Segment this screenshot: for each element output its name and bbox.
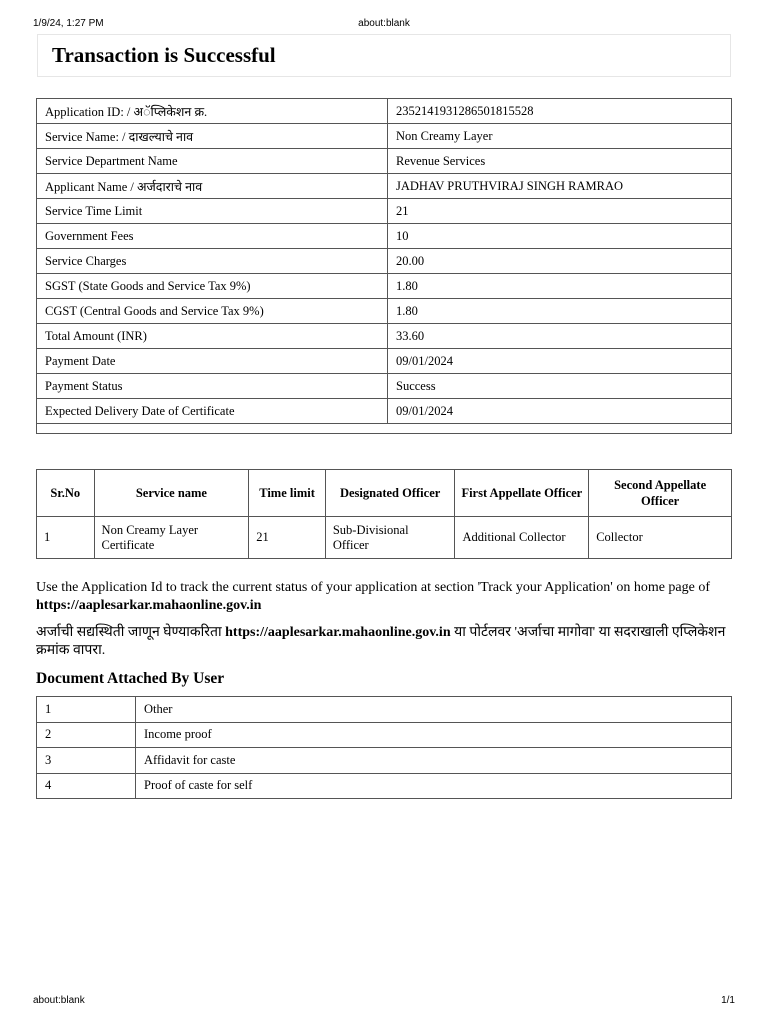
- page-title: Transaction is Successful: [52, 43, 276, 67]
- document-row: [37, 722, 732, 748]
- detail-row: [37, 224, 732, 249]
- detail-label: Service Time Limit: [37, 199, 388, 224]
- print-header: [33, 18, 735, 32]
- detail-value: Revenue Services: [388, 149, 732, 174]
- detail-label: Expected Delivery Date of Certificate: [37, 399, 388, 424]
- detail-row: [37, 299, 732, 324]
- tracking-info-text-mr-before: अर्जाची सद्यस्थिती जाणून घेण्याकरिता: [36, 625, 222, 640]
- detail-label: Government Fees: [37, 224, 388, 249]
- empty-cell: [37, 424, 732, 434]
- detail-row: [37, 349, 732, 374]
- footer-url: about:blank: [33, 995, 85, 1006]
- detail-row: [37, 274, 732, 299]
- detail-label: SGST (State Goods and Service Tax 9%): [37, 274, 388, 299]
- detail-value: 33.60: [388, 324, 732, 349]
- documents-heading: Document Attached By User: [36, 670, 225, 687]
- detail-value: 1.80: [388, 274, 732, 299]
- service-row: [37, 517, 732, 559]
- transaction-details-table: [36, 98, 732, 434]
- detail-value: 21: [388, 199, 732, 224]
- service-column-header: Service name: [94, 470, 249, 517]
- detail-value: Success: [388, 374, 732, 399]
- detail-value: 09/01/2024: [388, 349, 732, 374]
- detail-row: [37, 249, 732, 274]
- documents-table: [36, 696, 732, 799]
- document-sn: 2: [37, 722, 136, 748]
- service-cell: Sub-Divisional Officer: [325, 517, 455, 559]
- service-info-table: [36, 469, 732, 559]
- detail-value: 2352141931286501815528: [388, 99, 732, 124]
- document-sn: 1: [37, 697, 136, 723]
- service-column-header: First Appellate Officer: [455, 470, 589, 517]
- detail-row: [37, 324, 732, 349]
- print-footer: [33, 995, 735, 1009]
- service-cell: Additional Collector: [455, 517, 589, 559]
- tracking-info-english: [36, 579, 732, 615]
- tracking-info-text: Use the Application Id to track the current status of your application at section 'Track your Application' on home page of: [36, 580, 711, 595]
- tracking-info-marathi: [36, 624, 732, 660]
- detail-label: CGST (Central Goods and Service Tax 9%): [37, 299, 388, 324]
- detail-value: JADHAV PRUTHVIRAJ SINGH RAMRAO: [388, 174, 732, 199]
- detail-value: 20.00: [388, 249, 732, 274]
- detail-value: 1.80: [388, 299, 732, 324]
- service-column-header: Second Appellate Officer: [589, 470, 732, 517]
- detail-row: [37, 374, 732, 399]
- detail-label: Total Amount (INR): [37, 324, 388, 349]
- document-sn: 3: [37, 748, 136, 774]
- service-cell: 21: [249, 517, 326, 559]
- detail-value: 10: [388, 224, 732, 249]
- detail-row: [37, 149, 732, 174]
- detail-row: [37, 124, 732, 149]
- detail-label: Payment Date: [37, 349, 388, 374]
- document-name: Affidavit for caste: [136, 748, 732, 774]
- detail-row: [37, 399, 732, 424]
- detail-label: Payment Status: [37, 374, 388, 399]
- document-sn: 4: [37, 773, 136, 799]
- document-row: [37, 748, 732, 774]
- print-datetime: 1/9/24, 1:27 PM: [33, 18, 104, 29]
- service-column-header: Time limit: [249, 470, 326, 517]
- portal-link-mr[interactable]: https://aaplesarkar.mahaonline.gov.in: [225, 625, 451, 640]
- detail-value: Non Creamy Layer: [388, 124, 732, 149]
- document-row: [37, 773, 732, 799]
- detail-label: Applicant Name / अर्जदाराचे नाव: [37, 174, 388, 199]
- document-name: Proof of caste for self: [136, 773, 732, 799]
- detail-row: [37, 99, 732, 124]
- detail-label: Service Name: / दाखल्याचे नाव: [37, 124, 388, 149]
- title-box: [37, 34, 731, 77]
- detail-row-empty: [37, 424, 732, 434]
- portal-link[interactable]: https://aaplesarkar.mahaonline.gov.in: [36, 598, 262, 613]
- detail-label: Application ID: / अॅप्लिकेशन क्र.: [37, 99, 388, 124]
- detail-value: 09/01/2024: [388, 399, 732, 424]
- service-header-row: [37, 470, 732, 517]
- tracking-info-text-mr-after: या पोर्टलवर 'अर्जाचा मागोवा' या सदराखाली एप्लिकेशन क्रमांक वापरा.: [36, 625, 726, 658]
- print-url: about:blank: [358, 18, 410, 29]
- document-name: Other: [136, 697, 732, 723]
- detail-row: [37, 199, 732, 224]
- service-column-header: Designated Officer: [325, 470, 455, 517]
- document-name: Income proof: [136, 722, 732, 748]
- page-number: 1/1: [721, 995, 735, 1006]
- service-cell: Collector: [589, 517, 732, 559]
- document-row: [37, 697, 732, 723]
- service-cell: 1: [37, 517, 95, 559]
- detail-row: [37, 174, 732, 199]
- service-cell: Non Creamy Layer Certificate: [94, 517, 249, 559]
- service-column-header: Sr.No: [37, 470, 95, 517]
- detail-label: Service Department Name: [37, 149, 388, 174]
- detail-label: Service Charges: [37, 249, 388, 274]
